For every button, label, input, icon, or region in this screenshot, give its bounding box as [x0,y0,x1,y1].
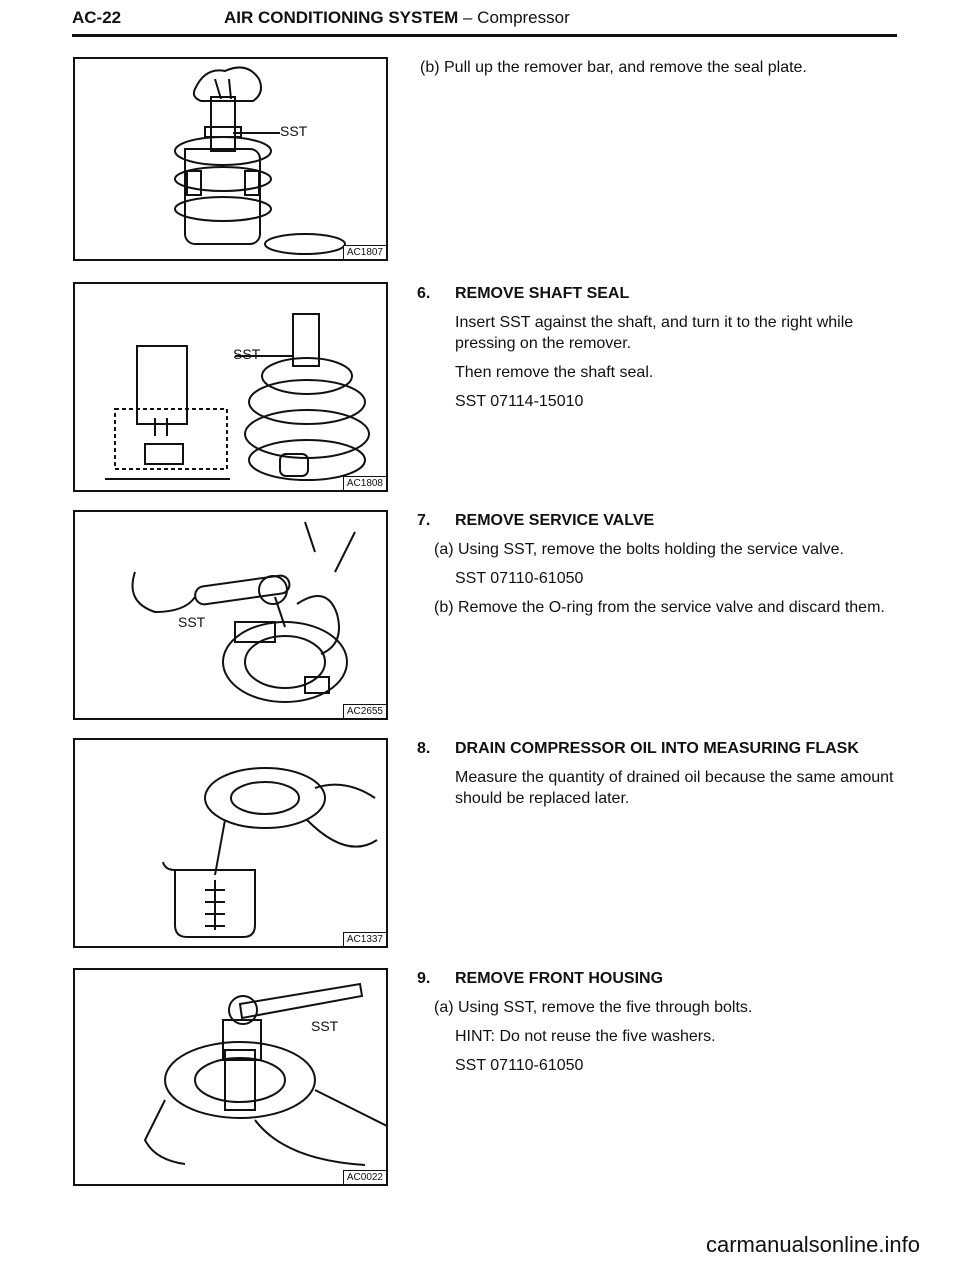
step-hint: HINT: Do not reuse the five washers. [455,1028,716,1045]
sst-label: SST [178,614,206,630]
step-b-seal-plate [420,57,900,86]
step-substep: (a) Using SST, remove the bolts holding the service valve. [434,541,844,558]
figure-service-valve [73,510,388,720]
step-heading: REMOVE SHAFT SEAL [455,285,630,302]
shaft-seal-illustration [75,284,386,490]
step-number: 8. [417,740,431,757]
section-name: AIR CONDITIONING SYSTEM [224,8,459,27]
figure-code: AC1808 [343,476,386,490]
front-housing-illustration [75,970,386,1184]
sst-label: SST [280,123,308,139]
sst-number: SST 07114-15010 [455,393,584,410]
step-number: 9. [417,970,431,987]
step-number: 7. [417,512,431,529]
figure-code: AC1807 [343,245,386,259]
sst-label: SST [233,346,261,362]
step-6-remove-shaft-seal [417,283,900,420]
step-substep: (b) Remove the O-ring from the service valve and discard them. [434,599,885,616]
step-text: Insert SST against the shaft, and turn it to the right while pressing on the remover. [455,314,854,352]
step-number: 6. [417,285,431,302]
step-7-remove-service-valve [417,510,900,626]
subsection-name: Compressor [477,8,570,27]
sst-number: SST 07110-61050 [455,570,584,587]
section-title [224,8,570,28]
figure-code: AC1337 [343,932,386,946]
step-heading: REMOVE SERVICE VALVE [455,512,655,529]
step-substep: (a) Using SST, remove the five through bolts. [434,999,753,1016]
figure-shaft-seal [73,282,388,492]
step-heading: REMOVE FRONT HOUSING [455,970,664,987]
step-8-drain-oil [417,738,900,817]
step-title [417,968,900,989]
step-9-remove-front-housing [417,968,900,1084]
service-valve-illustration [75,512,386,718]
step-heading: DRAIN COMPRESSOR OIL INTO MEASURING FLASK [455,740,859,757]
figure-front-housing [73,968,388,1186]
step-title [417,283,900,304]
figure-measuring-flask [73,738,388,948]
step-text: Measure the quantity of drained oil because the same amount should be replaced later. [455,769,894,807]
measuring-flask-illustration [75,740,386,946]
page-header [72,4,897,37]
figure-code: AC2655 [343,704,386,718]
step-title [417,738,900,759]
page-number: AC-22 [72,8,122,27]
watermark: carmanualsonline.info [705,1232,920,1257]
sst-label: SST [311,1018,339,1034]
title-separator: – [462,8,473,27]
figure-code: AC0022 [343,1170,386,1184]
step-text: Then remove the shaft seal. [455,364,654,381]
figure-remover-bar [73,57,388,261]
sst-number: SST 07110-61050 [455,1057,584,1074]
step-title [417,510,900,531]
remover-bar-illustration [75,59,386,259]
step-b-text: (b) Pull up the remover bar, and remove the seal plate. [420,59,807,76]
